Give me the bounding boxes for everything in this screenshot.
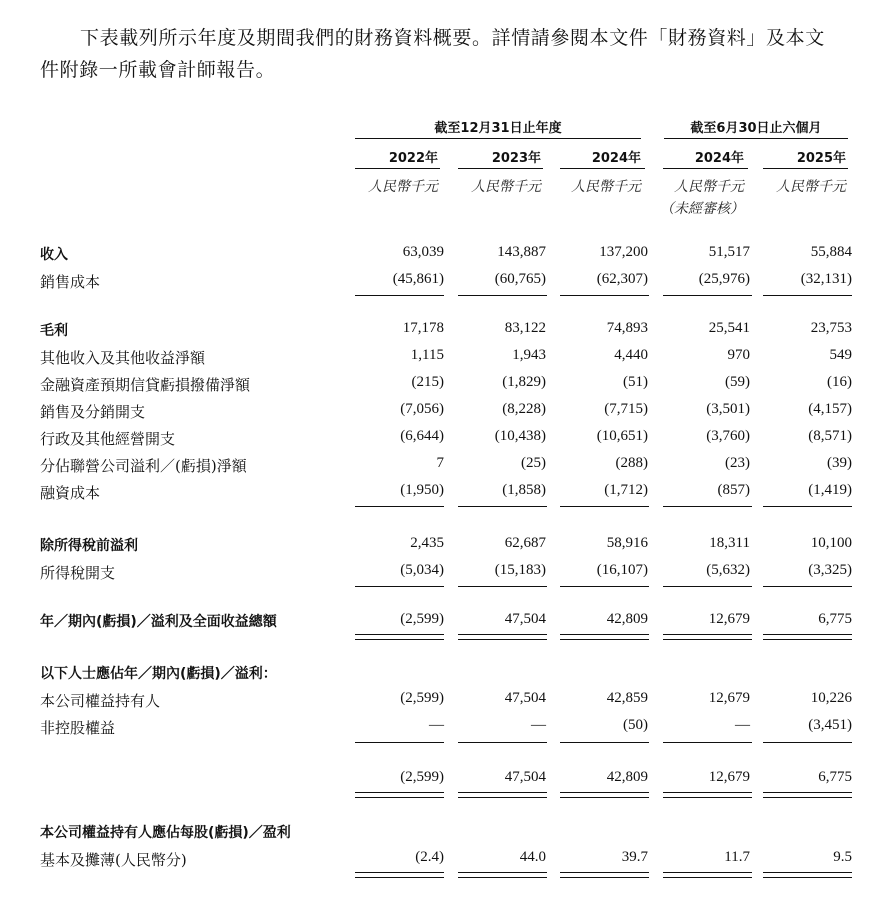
row-label-non-controlling: 非控股權益: [40, 719, 116, 737]
cell-r0-c0: 63,039: [402, 244, 444, 260]
cell-r4-c1: (1,829): [502, 374, 546, 390]
column-header-rule-4: [663, 168, 748, 169]
cell-r5-c3: (3,501): [706, 401, 750, 417]
cell-r10-c2: (16,107): [596, 562, 648, 578]
cell-r9-c0: 2,435: [410, 535, 444, 551]
row-label-total-comprehensive: 年／期內(虧損)／溢利及全面收益總額: [40, 614, 277, 630]
cell-r11-c0: (2,599): [400, 611, 444, 627]
cell-r17-c0: (2.4): [415, 849, 444, 865]
column-unit-2023: 人民幣千元: [471, 179, 541, 195]
column-unit-2024-interim: 人民幣千元: [674, 179, 744, 195]
cell-r11-c4: 6,775: [818, 611, 852, 627]
cell-r17-c4: 9.5: [833, 849, 852, 865]
cell-r9-c1: 62,687: [504, 535, 546, 551]
cell-r9-c3: 18,311: [709, 535, 750, 551]
rule-after-income-tax-0: [355, 586, 444, 587]
row-label-basic-diluted: 基本及攤薄(人民幣分): [40, 851, 187, 869]
cell-r17-c1: 44.0: [519, 849, 546, 865]
cell-r4-c2: (51): [623, 374, 648, 390]
cell-r10-c3: (5,632): [706, 562, 750, 578]
cell-r6-c1: (10,438): [494, 428, 546, 444]
cell-r11-c1: 47,504: [504, 611, 546, 627]
column-header-rule-2: [458, 168, 543, 169]
cell-r14-c3: —: [735, 717, 750, 733]
intro-paragraph: [40, 22, 860, 86]
cell-r13-c4: 10,226: [810, 690, 852, 706]
cell-r3-c3: 970: [727, 347, 750, 363]
cell-r1-c3: (25,976): [698, 271, 750, 287]
rule-after-income-tax-3: [663, 586, 752, 587]
cell-r2-c1: 83,122: [504, 320, 546, 336]
cell-r7-c3: (23): [725, 455, 750, 471]
rule-after-finance-costs-1: [458, 506, 547, 507]
cell-r2-c4: 23,753: [810, 320, 852, 336]
row-label-ecl-provision: 金融資產預期信貸虧損撥備淨額: [40, 376, 251, 394]
cell-r7-c0: 7: [436, 455, 444, 471]
cell-r15-c1: 47,504: [504, 769, 546, 785]
row-label-profit-before-tax: 除所得稅前溢利: [40, 538, 138, 554]
column-year-2024: 2024年: [591, 151, 641, 166]
row-label-admin-expenses: 行政及其他經營開支: [40, 430, 176, 448]
intro-line-1: 下表載列所示年度及期間我們的財務資料概要。詳情請參閱本文件「財務資料」及本文: [80, 27, 825, 49]
rule-after-cost-of-sales-4: [763, 295, 852, 296]
row-label-finance-costs: 融資成本: [40, 484, 101, 502]
cell-r13-c2: 42,859: [606, 690, 648, 706]
column-unit-2022: 人民幣千元: [368, 179, 438, 195]
row-label-equity-holders: 本公司權益持有人: [40, 692, 161, 710]
cell-r13-c3: 12,679: [708, 690, 750, 706]
row-label-revenue: 收入: [40, 247, 68, 263]
cell-r8-c0: (1,950): [400, 482, 444, 498]
rule-after-finance-costs-3: [663, 506, 752, 507]
cell-r6-c2: (10,651): [596, 428, 648, 444]
cell-r5-c2: (7,715): [604, 401, 648, 417]
cell-r6-c4: (8,571): [808, 428, 852, 444]
intro-line-2: 件附錄一所載會計師報告。: [40, 59, 276, 81]
group-header-interim-rule: [664, 138, 848, 139]
rule-after-cost-of-sales-3: [663, 295, 752, 296]
column-note-unaudited: （未經審核）: [660, 201, 744, 217]
rule-total-comprehensive-1: [458, 634, 547, 640]
rule-total-comprehensive-4: [763, 634, 852, 640]
cell-r7-c4: (39): [827, 455, 852, 471]
cell-r15-c3: 12,679: [708, 769, 750, 785]
rule-attributable-total-4: [763, 792, 852, 798]
row-label-income-tax: 所得稅開支: [40, 564, 116, 582]
rule-eps-3: [663, 872, 752, 878]
rule-total-comprehensive-0: [355, 634, 444, 640]
cell-r3-c0: 1,115: [410, 347, 444, 363]
cell-r2-c0: 17,178: [402, 320, 444, 336]
rule-attributable-total-2: [560, 792, 649, 798]
cell-r9-c2: 58,916: [606, 535, 648, 551]
cell-r15-c4: 6,775: [818, 769, 852, 785]
cell-r1-c4: (32,131): [800, 271, 852, 287]
column-header-rule-1: [355, 168, 440, 169]
rule-attributable-total-1: [458, 792, 547, 798]
group-header-interim: 截至6月30日止六個月: [690, 121, 822, 136]
rule-after-non-controlling-4: [763, 742, 852, 743]
cell-r1-c1: (60,765): [494, 271, 546, 287]
cell-r15-c0: (2,599): [400, 769, 444, 785]
row-label-attributable-to: 以下人士應佔年／期內(虧損)／溢利：: [40, 666, 277, 682]
rule-after-income-tax-1: [458, 586, 547, 587]
cell-r4-c4: (16): [827, 374, 852, 390]
rule-after-cost-of-sales-0: [355, 295, 444, 296]
cell-r8-c1: (1,858): [502, 482, 546, 498]
cell-r5-c4: (4,157): [808, 401, 852, 417]
cell-r11-c3: 12,679: [708, 611, 750, 627]
cell-r10-c1: (15,183): [494, 562, 546, 578]
cell-r1-c2: (62,307): [596, 271, 648, 287]
cell-r14-c2: (50): [623, 717, 648, 733]
rule-eps-2: [560, 872, 649, 878]
group-header-annual-rule: [355, 138, 641, 139]
cell-r8-c3: (857): [717, 482, 750, 498]
rule-after-non-controlling-1: [458, 742, 547, 743]
rule-after-finance-costs-4: [763, 506, 852, 507]
cell-r5-c1: (8,228): [502, 401, 546, 417]
rule-attributable-total-3: [663, 792, 752, 798]
cell-r6-c3: (3,760): [706, 428, 750, 444]
cell-r3-c4: 549: [829, 347, 852, 363]
cell-r4-c3: (59): [725, 374, 750, 390]
cell-r0-c3: 51,517: [708, 244, 750, 260]
cell-r10-c4: (3,325): [808, 562, 852, 578]
column-year-2024-interim: 2024年: [694, 151, 744, 166]
column-header-rule-5: [763, 168, 848, 169]
row-label-gross-profit: 毛利: [40, 323, 68, 339]
cell-r3-c2: 4,440: [614, 347, 648, 363]
cell-r0-c4: 55,884: [810, 244, 852, 260]
rule-after-finance-costs-0: [355, 506, 444, 507]
row-label-share-of-associates: 分佔聯營公司溢利／(虧損)淨額: [40, 457, 247, 475]
cell-r13-c1: 47,504: [504, 690, 546, 706]
cell-r9-c4: 10,100: [810, 535, 852, 551]
rule-after-income-tax-2: [560, 586, 649, 587]
cell-r2-c2: 74,893: [606, 320, 648, 336]
rule-after-cost-of-sales-2: [560, 295, 649, 296]
cell-r0-c1: 143,887: [497, 244, 546, 260]
cell-r15-c2: 42,809: [606, 769, 648, 785]
cell-r8-c4: (1,419): [808, 482, 852, 498]
column-year-2025-interim: 2025年: [796, 151, 846, 166]
cell-r14-c0: —: [429, 717, 444, 733]
rule-after-non-controlling-2: [560, 742, 649, 743]
cell-r0-c2: 137,200: [599, 244, 648, 260]
rule-eps-1: [458, 872, 547, 878]
column-year-2022: 2022年: [388, 151, 438, 166]
row-label-other-income: 其他收入及其他收益淨額: [40, 349, 206, 367]
cell-r11-c2: 42,809: [606, 611, 648, 627]
cell-r14-c4: (3,451): [808, 717, 852, 733]
row-label-eps-heading: 本公司權益持有人應佔每股(虧損)／盈利: [40, 825, 291, 841]
cell-r7-c2: (288): [615, 455, 648, 471]
rule-after-non-controlling-0: [355, 742, 444, 743]
column-header-rule-3: [560, 168, 645, 169]
column-unit-2024: 人民幣千元: [571, 179, 641, 195]
cell-r14-c1: —: [531, 717, 546, 733]
row-label-selling-expenses: 銷售及分銷開支: [40, 403, 146, 421]
cell-r2-c3: 25,541: [708, 320, 750, 336]
cell-r13-c0: (2,599): [400, 690, 444, 706]
rule-after-cost-of-sales-1: [458, 295, 547, 296]
cell-r17-c3: 11.7: [724, 849, 750, 865]
rule-after-non-controlling-3: [663, 742, 752, 743]
rule-eps-0: [355, 872, 444, 878]
rule-total-comprehensive-2: [560, 634, 649, 640]
cell-r7-c1: (25): [521, 455, 546, 471]
cell-r6-c0: (6,644): [400, 428, 444, 444]
rule-after-finance-costs-2: [560, 506, 649, 507]
column-unit-2025-interim: 人民幣千元: [776, 179, 846, 195]
rule-after-income-tax-4: [763, 586, 852, 587]
column-year-2023: 2023年: [491, 151, 541, 166]
cell-r10-c0: (5,034): [400, 562, 444, 578]
cell-r3-c1: 1,943: [512, 347, 546, 363]
row-label-cost-of-sales: 銷售成本: [40, 273, 101, 291]
cell-r1-c0: (45,861): [392, 271, 444, 287]
cell-r17-c2: 39.7: [621, 849, 648, 865]
rule-eps-4: [763, 872, 852, 878]
rule-total-comprehensive-3: [663, 634, 752, 640]
cell-r8-c2: (1,712): [604, 482, 648, 498]
group-header-annual: 截至12月31日止年度: [434, 121, 562, 136]
cell-r5-c0: (7,056): [400, 401, 444, 417]
cell-r4-c0: (215): [411, 374, 444, 390]
rule-attributable-total-0: [355, 792, 444, 798]
